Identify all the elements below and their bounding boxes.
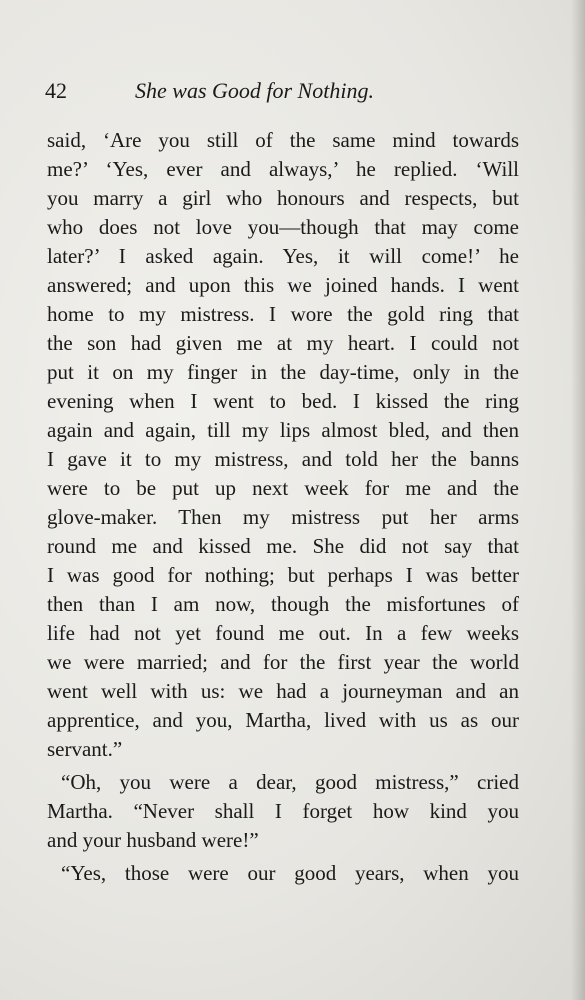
text-line: again and again, till my lips almost bled, and then (47, 418, 519, 442)
page-edge-shadow (571, 0, 585, 1000)
text-line: apprentice, and you, Martha, lived with us as our (47, 708, 519, 732)
paragraph (47, 126, 519, 764)
text-line: were to be put up next week for me and the (47, 476, 519, 500)
text-line: Martha. “Never shall I forget how kind you (47, 799, 519, 823)
text-line: said, ‘Are you still of the same mind towards (47, 128, 519, 152)
text-line: round me and kissed me. She did not say that (47, 534, 519, 558)
text-line: “Oh, you were a dear, good mistress,” cried (61, 770, 519, 794)
text-line: answered; and upon this we joined hands. I went (47, 273, 519, 297)
text-line: went well with us: we had a journeyman and an (47, 679, 519, 703)
text-line: I gave it to my mistress, and told her the banns (47, 447, 519, 471)
body-text (47, 126, 519, 888)
text-line: we were married; and for the first year the world (47, 650, 519, 674)
text-line: put it on my finger in the day-time, only in the (47, 360, 519, 384)
paragraph (47, 859, 519, 888)
running-title: She was Good for Nothing. (135, 78, 374, 103)
text-line: and your husband were!” (47, 828, 259, 852)
paragraph (47, 768, 519, 855)
text-line: me?’ ‘Yes, ever and always,’ he replied. ‘Will (47, 157, 519, 181)
text-line: servant.” (47, 737, 123, 761)
text-line: later?’ I asked again. Yes, it will come!’ he (47, 244, 519, 268)
text-line: you marry a girl who honours and respects, but (47, 186, 519, 210)
text-line: then than I am now, though the misfortunes of (47, 592, 519, 616)
text-line: evening when I went to bed. I kissed the ring (47, 389, 519, 413)
text-line: glove-maker. Then my mistress put her arms (47, 505, 519, 529)
text-line: life had not yet found me out. In a few weeks (47, 621, 519, 645)
text-line: who does not love you—though that may come (47, 215, 519, 239)
text-line: home to my mistress. I wore the gold ring that (47, 302, 519, 326)
text-line: “Yes, those were our good years, when you (61, 861, 519, 885)
page-number: 42 (45, 78, 67, 103)
text-line: I was good for nothing; but perhaps I was better (47, 563, 519, 587)
text-line: the son had given me at my heart. I could not (47, 331, 519, 355)
page-header (45, 74, 445, 108)
